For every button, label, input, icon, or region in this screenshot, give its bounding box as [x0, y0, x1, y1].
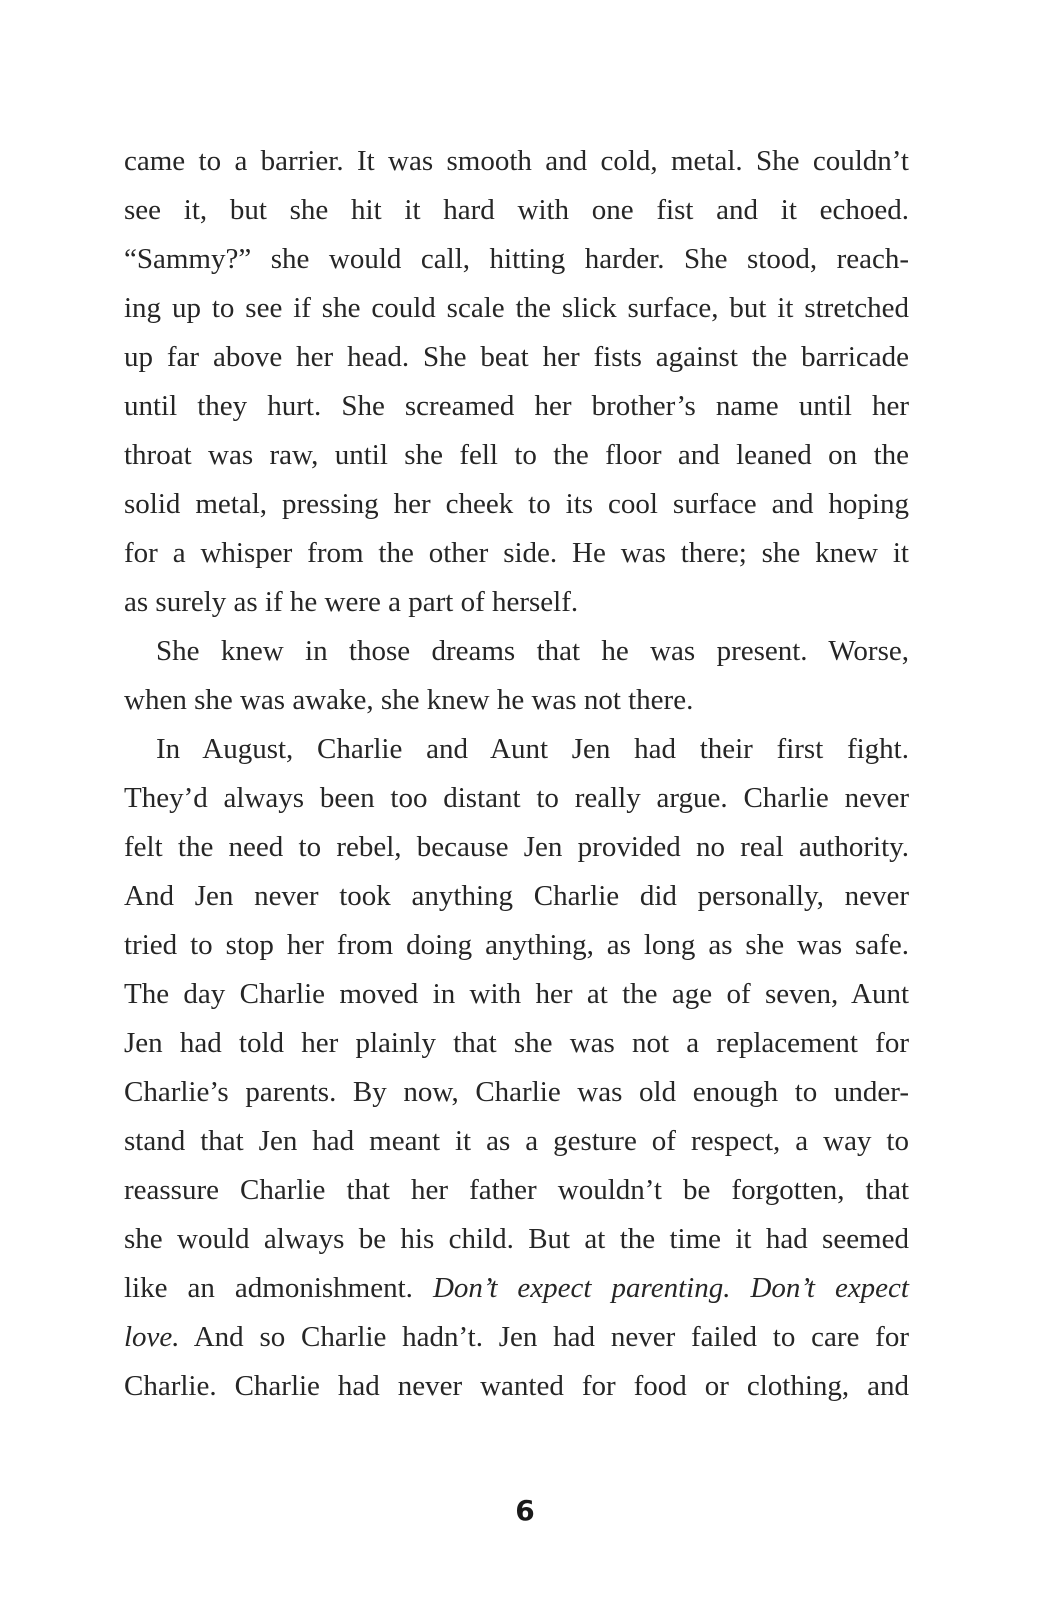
text-run: And so Charlie hadn’t. Jen had never failed to care for — [179, 1321, 909, 1353]
text-line: stand that Jen had meant it as a gesture of respect, a way to — [124, 1125, 909, 1157]
italic-text: Don’t expect parenting. Don’t expect — [432, 1272, 909, 1304]
text-line: Charlie’s parents. By now, Charlie was old enough to under- — [124, 1076, 909, 1108]
page-number: 6 — [515, 1494, 535, 1527]
text-line: as surely as if he were a part of herself. — [124, 586, 579, 618]
paragraph-first-line: She knew in those dreams that he was present. Worse, — [156, 635, 909, 667]
text-line — [124, 1313, 909, 1362]
text-line: solid metal, pressing her cheek to its cool surface and hoping — [124, 488, 909, 520]
text-line: Jen had told her plainly that she was not a replacement for — [124, 1027, 909, 1059]
text-line: Charlie. Charlie had never wanted for food or clothing, and — [124, 1370, 909, 1402]
text-line: up far above her head. She beat her fists against the barricade — [124, 341, 909, 373]
text-line: tried to stop her from doing anything, as long as she was safe. — [124, 929, 909, 961]
text-line: see it, but she hit it hard with one fist and it echoed. — [124, 194, 909, 226]
paragraph-first-line: In August, Charlie and Aunt Jen had their first fight. — [156, 733, 909, 765]
text-line: reassure Charlie that her father wouldn’t be forgotten, that — [124, 1174, 909, 1206]
text-line: And Jen never took anything Charlie did personally, never — [124, 880, 909, 912]
text-line: she would always be his child. But at the time it had seemed — [124, 1223, 909, 1255]
text-line: “Sammy?” she would call, hitting harder. She stood, reach- — [124, 243, 909, 275]
text-line: throat was raw, until she fell to the floor and leaned on the — [124, 439, 909, 471]
italic-text: love. — [124, 1321, 180, 1353]
text-line: ing up to see if she could scale the slick surface, but it stretched — [124, 292, 909, 324]
text-line: when she was awake, she knew he was not there. — [124, 684, 694, 716]
text-run: like an admonishment. — [124, 1272, 433, 1304]
body-text — [124, 137, 909, 1411]
text-line: The day Charlie moved in with her at the age of seven, Aunt — [124, 978, 909, 1010]
text-line: They’d always been too distant to really argue. Charlie never — [124, 782, 909, 814]
text-line — [124, 1264, 909, 1313]
text-line: until they hurt. She screamed her brother’s name until her — [124, 390, 909, 422]
text-line: came to a barrier. It was smooth and cold, metal. She couldn’t — [124, 145, 909, 177]
text-line: felt the need to rebel, because Jen provided no real authority. — [124, 831, 909, 863]
text-line: for a whisper from the other side. He was there; she knew it — [124, 537, 909, 569]
